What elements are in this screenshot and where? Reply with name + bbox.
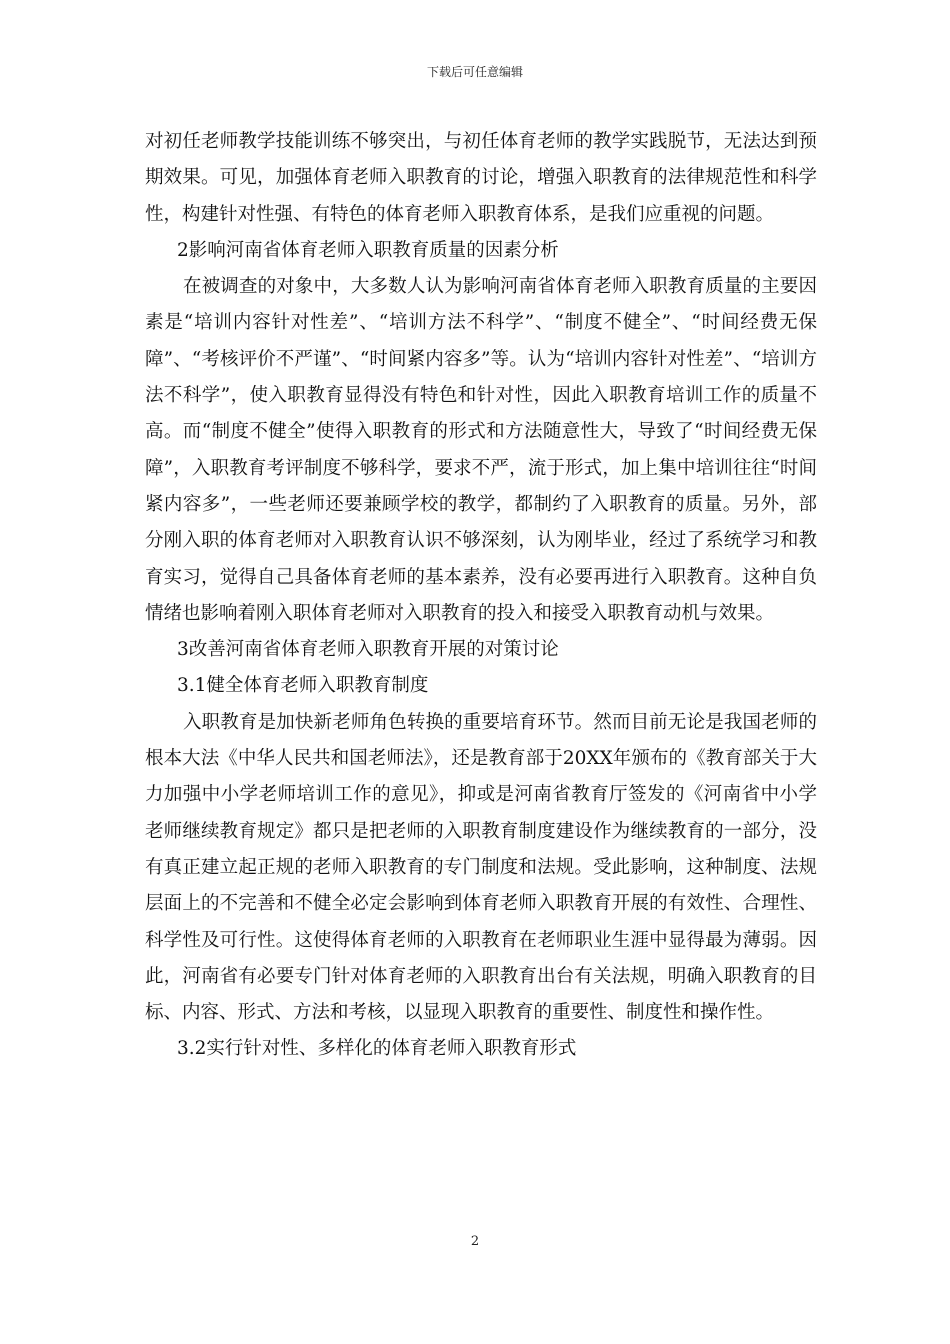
page-header: 下载后可任意编辑 bbox=[426, 65, 523, 79]
subsection-heading-3-2: 3.2实行针对性、多样化的体育老师入职教育形式 bbox=[177, 1038, 577, 1060]
paragraph-continuation: 对初任老师教学技能训练不够突出，与初任体育老师的教学实践脱节，无法达到预期效果。可见，加强体育老师入职教育的讨论，增强入职教育的法律规范性和科学性，构建针对性强、有特色的体育老师入职教育体系，是我们应重视的问题。 bbox=[145, 131, 817, 225]
page-number: 2 bbox=[470, 1234, 480, 1249]
paragraph-factor-analysis: 在被调查的对象中，大多数人认为影响河南省体育老师入职教育质量的主要因素是“培训内容针对性差”、“培训方法不科学”、“制度不健全”、“时间经费无保障”、“考核评价不严谨”、“时间紧内容多”等。认为“培训内容针对性差”、“培训方法不科学”，使入职教育显得没有特色和针对性，因此入职教育培训工作的质量不高。而“制度不健全”使得入职教育的形式和方法随意性大，导致了“时间经费无保障”，入职教育考评制度不够科学，要求不严，流于形式，加上集中培训往往“时间紧内容多”，一些老师还要兼顾学校的教学，都制约了入职教育的质量。另外，部分刚入职的体育老师对入职教育认识不够深刻，认为刚毕业，经过了系统学习和教育实习，觉得自己具备体育老师的基本素养，没有必要再进行入职教育。这种自负情绪也影响着刚入职体育老师对入职教育的投入和接受入职教育动机与效果。 bbox=[145, 276, 817, 624]
section-heading-3: 3改善河南省体育老师入职教育开展的对策讨论 bbox=[177, 639, 559, 661]
paragraph-system-improvement: 入职教育是加快新老师角色转换的重要培育环节。然而目前无论是我国老师的根本大法《中华人民共和国老师法》，还是教育部于20XX年颁布的《教育部关于大力加强中小学老师培训工作的意见》，抑或是河南省教育厅签发的《河南省中小学老师继续教育规定》都只是把老师的入职教育制度建设作为继续教育的一部分，没有真正建立起正规的老师入职教育的专门制度和法规。受此影响，这种制度、法规层面上的不完善和不健全必定会影响到体育老师入职教育开展的有效性、合理性、科学性及可行性。这使得体育老师的入职教育在老师职业生涯中显得最为薄弱。因此，河南省有必要专门针对体育老师的入职教育出台有关法规，明确入职教育的目标、内容、形式、方法和考核，以显现入职教育的重要性、制度性和操作性。 bbox=[145, 711, 817, 1024]
document-body bbox=[145, 124, 817, 1068]
section-heading-2: 2影响河南省体育老师入职教育质量的因素分析 bbox=[177, 239, 559, 261]
subsection-heading-3-1: 3.1健全体育老师入职教育制度 bbox=[177, 675, 429, 697]
